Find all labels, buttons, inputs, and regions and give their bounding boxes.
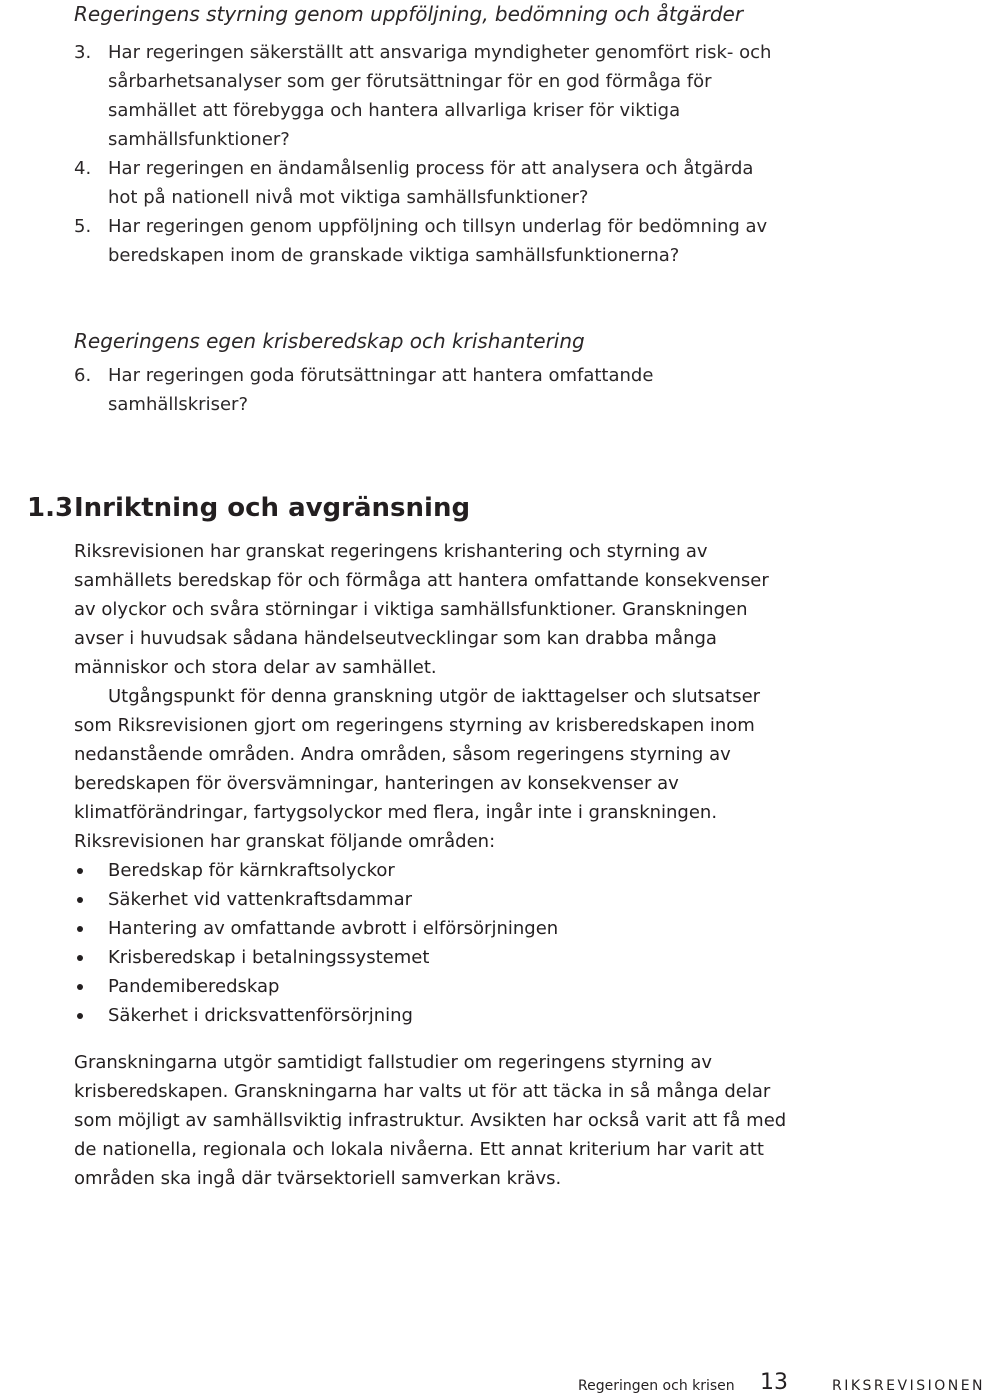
question-text: Har regeringen genom uppföljning och tillsyn underlag för bedömning av beredskapen inom de granskade viktiga samhällsfunktionerna? bbox=[108, 216, 768, 266]
bullet-item bbox=[74, 885, 794, 914]
paragraph-2: Utgångspunkt för denna granskning utgör de iakttagelser och slutsatser som Riksrevisionen gjort om regeringens styrning av krisberedskapen inom nedanstående områden. Andra områden, såsom regeringens styrning av beredskapen för översvämningar, hanteringen av konsekvenser av klimatförändringar, fartygsolyckor med flera, ingår inte i granskningen. bbox=[74, 686, 761, 823]
bullet-dot-icon bbox=[77, 926, 83, 932]
section-number: 1.3 bbox=[27, 493, 74, 523]
question-item bbox=[74, 361, 774, 419]
section-title-text: Inriktning och avgränsning bbox=[74, 493, 471, 523]
question-item bbox=[74, 154, 774, 212]
bullet-item bbox=[74, 1001, 794, 1030]
bullet-dot-icon bbox=[77, 897, 83, 903]
bullet-dot-icon bbox=[77, 1013, 83, 1019]
bullet-dot-icon bbox=[77, 955, 83, 961]
question-number: 6. bbox=[74, 365, 92, 386]
subheading-krisberedskap: Regeringens egen krisberedskap och krishantering bbox=[74, 329, 585, 353]
bullet-item bbox=[74, 972, 794, 1001]
section-heading bbox=[27, 490, 470, 526]
question-list-2 bbox=[74, 361, 774, 419]
page-footer bbox=[0, 1368, 985, 1395]
bullet-text: Säkerhet vid vattenkraftsdammar bbox=[108, 889, 413, 910]
paragraph-1: Riksrevisionen har granskat regeringens krishantering och styrning av samhällets beredskap för och förmåga att hantera omfattande konsekvenser av olyckor och svåra störningar i viktiga samhällsfunktioner. Granskningen avser i huvudsak sådana händelseutvecklingar som kan drabba många människor och stora delar av samhället. bbox=[74, 541, 769, 678]
bullet-text: Krisberedskap i betalningssystemet bbox=[108, 947, 430, 968]
footer-organization: RIKSREVISIONEN bbox=[832, 1378, 985, 1394]
question-number: 4. bbox=[74, 158, 92, 179]
bullet-dot-icon bbox=[77, 868, 83, 874]
question-item bbox=[74, 212, 774, 270]
bullet-text: Hantering av omfattande avbrott i elförsörjningen bbox=[108, 918, 559, 939]
question-text: Har regeringen en ändamålsenlig process för att analysera och åtgärda hot på nationell nivå mot viktiga samhällsfunktioner? bbox=[108, 158, 754, 208]
question-list-1 bbox=[74, 38, 774, 270]
bullet-text: Beredskap för kärnkraftsolyckor bbox=[108, 860, 395, 881]
question-item bbox=[74, 38, 774, 154]
bullet-text: Säkerhet i dricksvattenförsörjning bbox=[108, 1005, 413, 1026]
page-number: 13 bbox=[760, 1370, 788, 1395]
footer-report-title: Regeringen och krisen bbox=[578, 1378, 735, 1394]
list-intro: Riksrevisionen har granskat följande områden: bbox=[74, 831, 496, 852]
question-number: 5. bbox=[74, 216, 92, 237]
bullet-item bbox=[74, 914, 794, 943]
questions-block-2 bbox=[74, 327, 774, 419]
section-body bbox=[74, 537, 794, 1193]
bullet-dot-icon bbox=[77, 984, 83, 990]
bullet-list bbox=[74, 856, 794, 1030]
question-number: 3. bbox=[74, 42, 92, 63]
bullet-item bbox=[74, 856, 794, 885]
bullet-text: Pandemiberedskap bbox=[108, 976, 280, 997]
paragraph-3: Granskningarna utgör samtidigt fallstudier om regeringens styrning av krisberedskapen. Granskningarna har valts ut för att täcka in så många delar som möjligt av samhällsviktig infrastruktur. Avsikten har också varit att få med de nationella, regionala och lokala nivåerna. Ett annat kriterium har varit att områden ska ingå där tvärsektoriell samverkan krävs. bbox=[74, 1052, 787, 1189]
question-text: Har regeringen goda förutsättningar att hantera omfattande samhällskriser? bbox=[108, 365, 654, 415]
questions-block-1 bbox=[74, 0, 774, 270]
bullet-item bbox=[74, 943, 794, 972]
subheading-styrning: Regeringens styrning genom uppföljning, bedömning och åtgärder bbox=[74, 2, 744, 26]
question-text: Har regeringen säkerställt att ansvariga myndigheter genomfört risk- och sårbarhetsanalyser som ger förutsättningar för en god förmåga för samhället att förebygga och hantera allvarliga kriser för viktiga samhällsfunktioner? bbox=[108, 42, 772, 150]
